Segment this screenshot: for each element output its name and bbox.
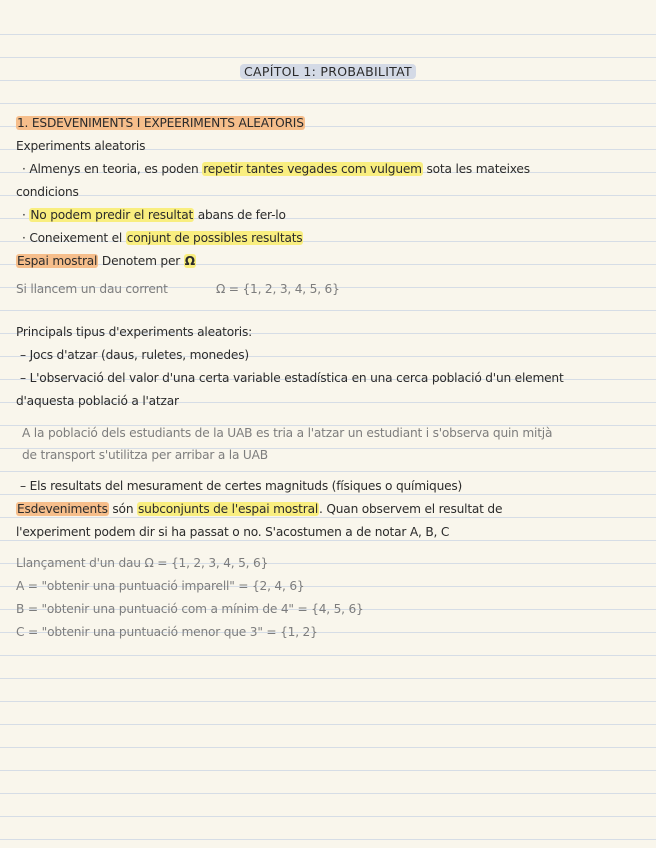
espai-mostral-highlight: Espai mostral	[17, 254, 98, 268]
example-uab-cont: de transport s'utilitza per arribar a la UAB	[22, 448, 268, 462]
experiments-heading: Experiments aleatoris	[16, 139, 146, 153]
bullet-conjunt-pre: · Coneixement el	[22, 231, 126, 245]
subconjunts-highlight: subconjunts de l'espai mostral	[138, 502, 319, 516]
esdeveniments-highlight: Esdeveniments	[17, 502, 108, 516]
dau-line	[16, 282, 168, 296]
tipus-item-2-cont: d'aquesta població a l'atzar	[16, 394, 179, 408]
dau-text: Si llancem un dau corrent	[16, 282, 168, 296]
bullet-repetir-post: sota les mateixes	[422, 162, 530, 176]
example-event-a: A = "obtenir una puntuació imparell" = {2, 4, 6}	[16, 579, 305, 593]
esdeveniments-cont: l'experiment podem dir si ha passat o no. S'acostumen a de notar A, B, C	[16, 525, 450, 539]
esdeveniments-post: . Quan observem el resultat de	[319, 502, 503, 516]
page-title	[0, 64, 656, 79]
example-event-c: C = "obtenir una puntuació menor que 3" = {1, 2}	[16, 625, 318, 639]
espai-mostral-text: Denotem per	[98, 254, 184, 268]
tipus-item-3: – Els resultats del mesurament de certes magnituds (físiques o químiques)	[20, 479, 463, 493]
dau-set: Ω = {1, 2, 3, 4, 5, 6}	[216, 282, 340, 296]
esdeveniments-line	[16, 502, 502, 516]
bullet-conjunt	[22, 231, 303, 245]
bullet-repetir-cont: condicions	[16, 185, 79, 199]
bullet-conjunt-highlight: conjunt de possibles resultats	[126, 231, 303, 245]
section-heading-text: 1. ESDEVENIMENTS I EXPEERIMENTS ALEATORIS	[17, 116, 304, 130]
page-title-text: CAPÍTOL 1: PROBABILITAT	[240, 64, 416, 79]
tipus-heading: Principals tipus d'experiments aleatoris:	[16, 325, 253, 339]
bullet-predir	[22, 208, 286, 222]
espai-mostral-line	[16, 254, 196, 268]
bullet-repetir	[22, 162, 530, 176]
example-uab: A la població dels estudiants de la UAB es tria a l'atzar un estudiant i s'observa quin mitjà	[22, 426, 553, 440]
bullet-predir-highlight: No podem predir el resultat	[30, 208, 194, 222]
esdeveniments-mid: són	[108, 502, 138, 516]
example-event-b: B = "obtenir una puntuació com a mínim de 4" = {4, 5, 6}	[16, 602, 364, 616]
omega-symbol: Ω	[184, 254, 195, 268]
example-dau-line: Llançament d'un dau Ω = {1, 2, 3, 4, 5, 6}	[16, 556, 269, 570]
bullet-repetir-highlight: repetir tantes vegades com vulguem	[203, 162, 422, 176]
bullet-repetir-pre: · Almenys en teoria, es poden	[22, 162, 203, 176]
tipus-item-1: – Jocs d'atzar (daus, ruletes, monedes)	[20, 348, 249, 362]
tipus-item-2: – L'observació del valor d'una certa variable estadística en una cerca població d'un element	[20, 371, 564, 385]
bullet-dot: ·	[22, 208, 30, 222]
bullet-predir-post: abans de fer-lo	[194, 208, 286, 222]
section-heading	[16, 116, 305, 130]
